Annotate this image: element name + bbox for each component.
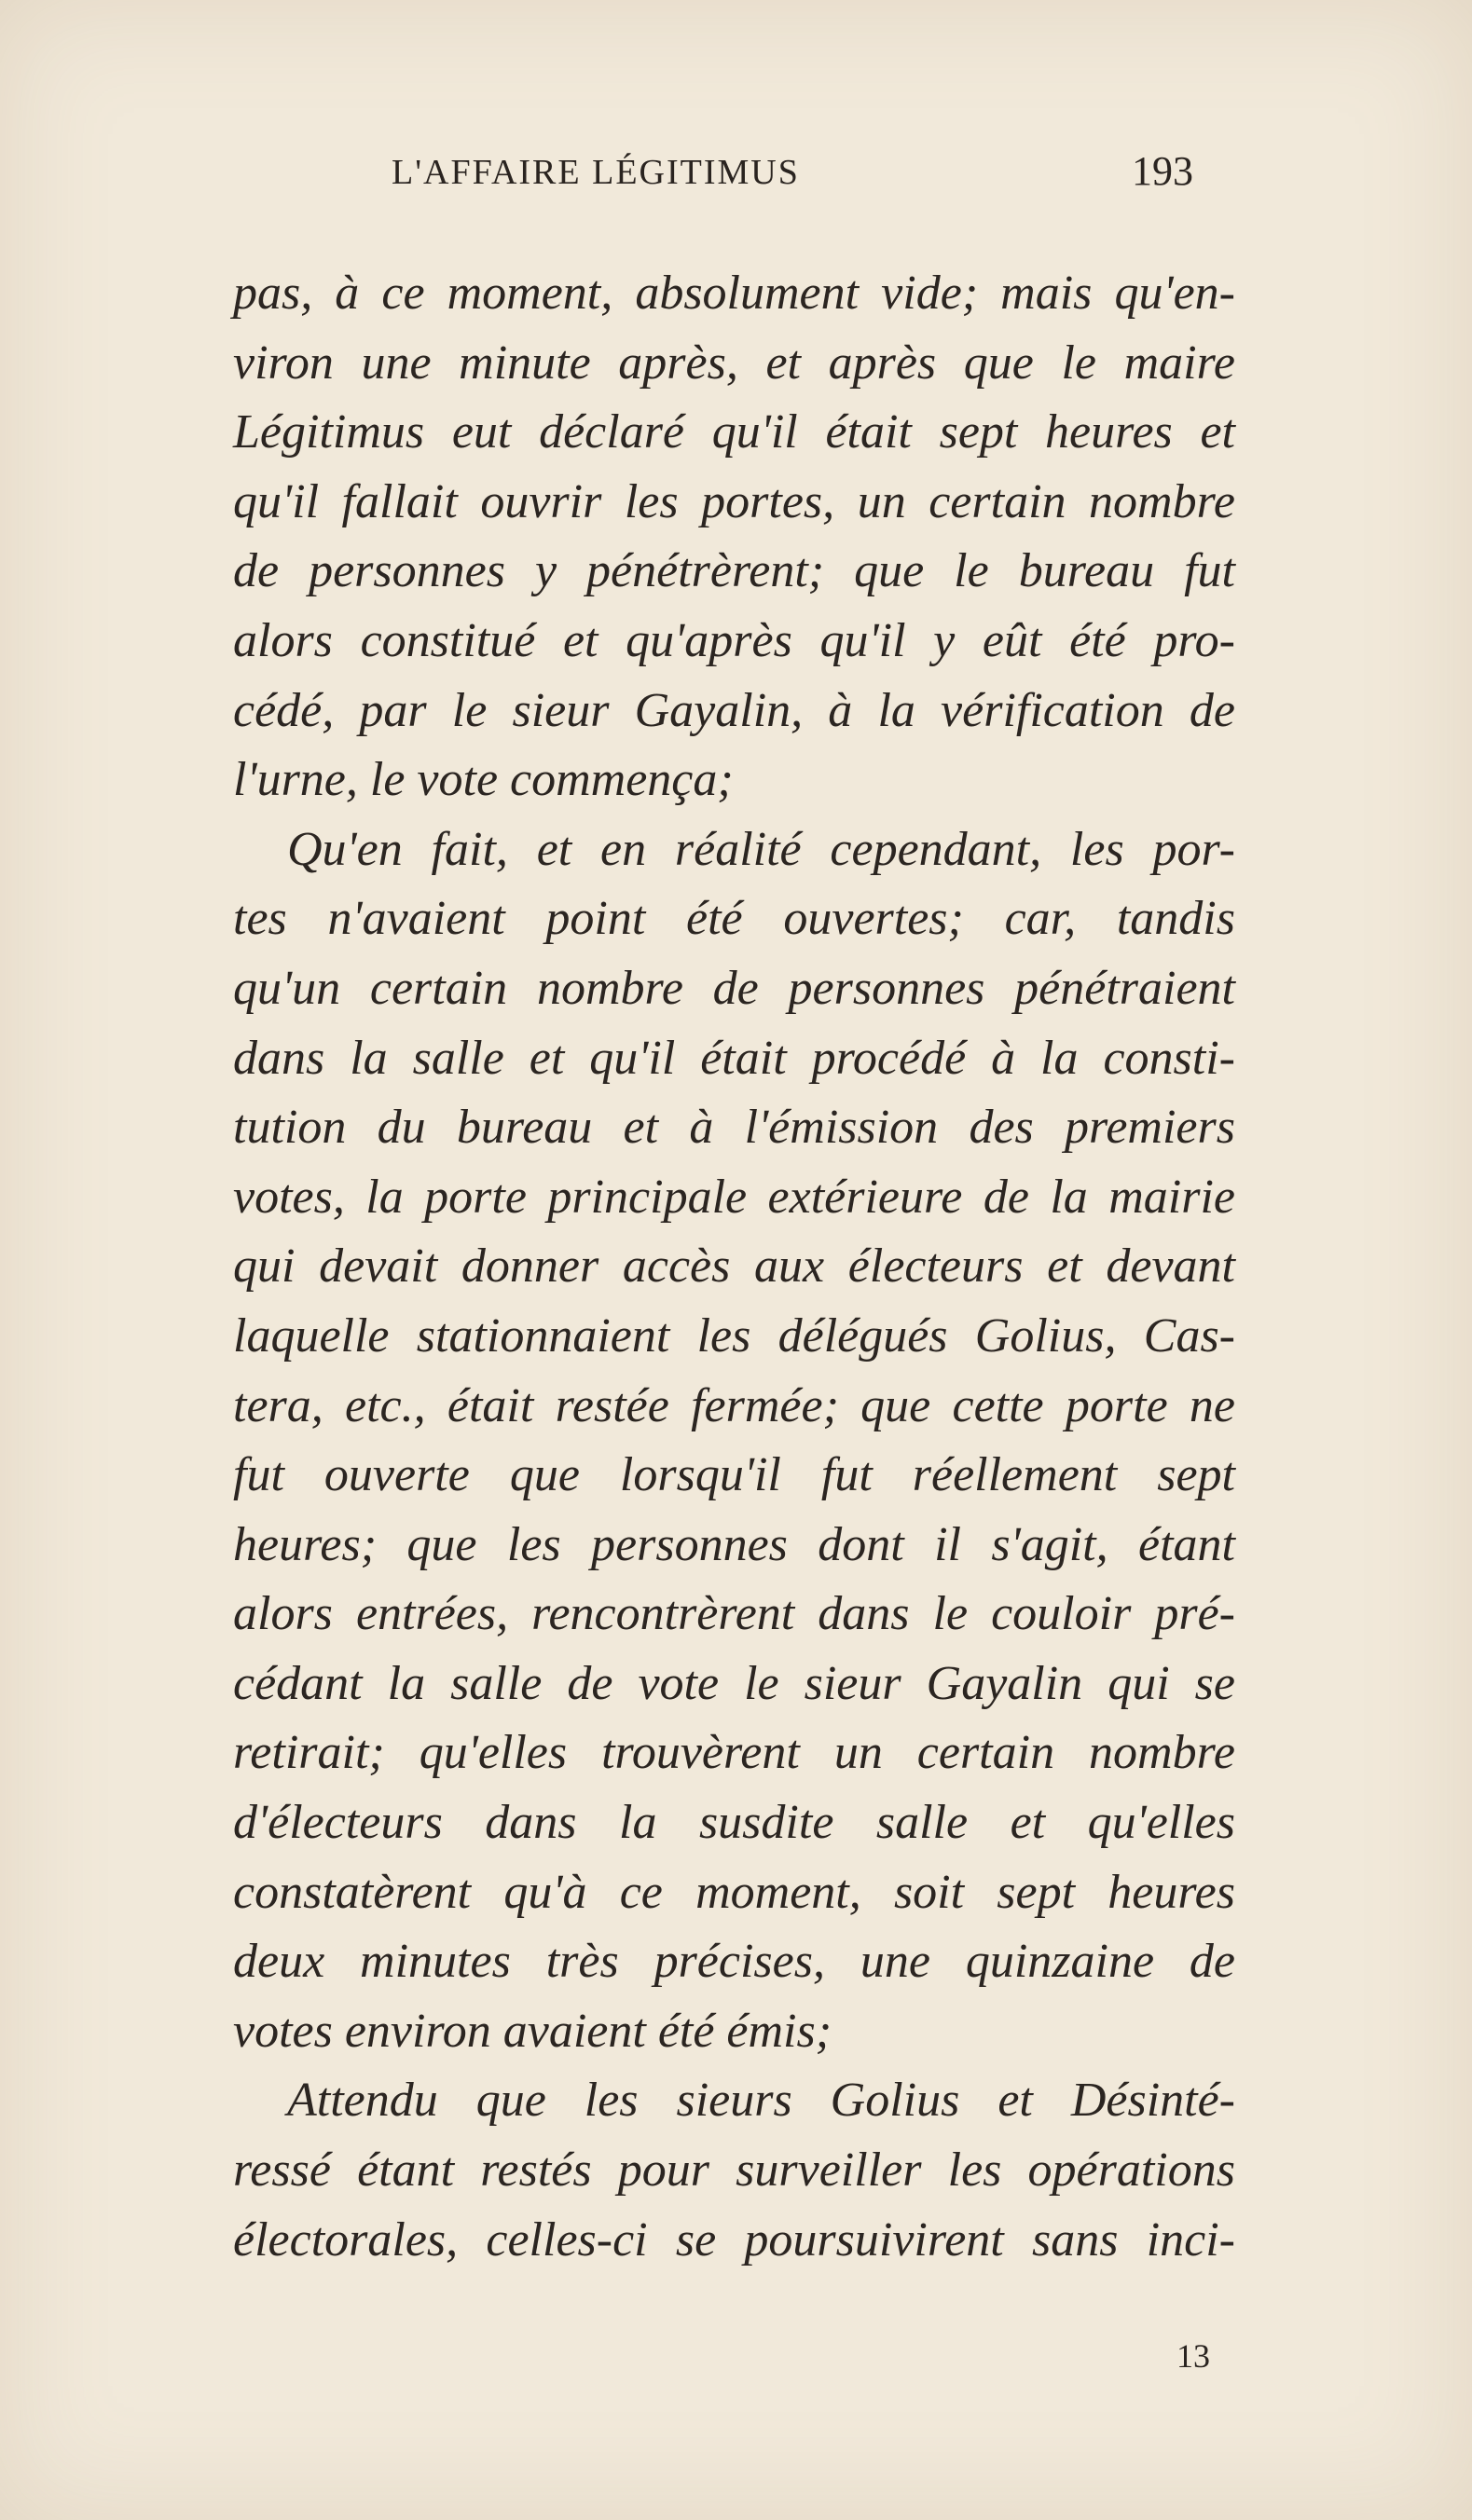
text-line: tes n'avaient point été ouvertes; car, tandis: [233, 892, 1235, 946]
text-line: de personnes y pénétrèrent; que le bureau fut: [233, 544, 1235, 598]
text-line: d'électeurs dans la susdite salle et qu'elles: [233, 1796, 1235, 1850]
text-line: fut ouverte que lorsqu'il fut réellement sept: [233, 1448, 1235, 1502]
text-line: tera, etc., était restée fermée; que cette porte ne: [233, 1378, 1235, 1432]
text-line: votes, la porte principale extérieure de la mairie: [233, 1170, 1235, 1224]
text-line: alors constitué et qu'après qu'il y eût été pro-: [233, 613, 1235, 667]
text-line: alors entrées, rencontrèrent dans le couloir pré-: [233, 1587, 1235, 1641]
text-line: heures; que les personnes dont il s'agit, étant: [233, 1517, 1235, 1571]
text-line: qui devait donner accès aux électeurs et devant: [233, 1239, 1235, 1294]
text-line: qu'il fallait ouvrir les portes, un certain nombre: [233, 474, 1235, 528]
text-line: électorales, celles-ci se poursuivirent sans inci-: [233, 2212, 1235, 2267]
text-line: votes environ avaient été émis;: [233, 2004, 832, 2058]
page-number: 193: [1132, 148, 1193, 194]
text-line: cédant la salle de vote le sieur Gayalin qui se: [233, 1656, 1235, 1710]
text-line: Attendu que les sieurs Golius et Désinté-: [287, 2074, 1235, 2128]
text-line: pas, à ce moment, absolument vide; mais qu'en-: [233, 267, 1235, 320]
text-line: viron une minute après, et après que le maire: [233, 336, 1235, 390]
text-line: laquelle stationnaient les délégués Golius, Cas-: [233, 1308, 1235, 1363]
running-title: L'AFFAIRE LÉGITIMUS: [392, 153, 800, 192]
text-line: cédé, par le sieur Gayalin, à la vérification de: [233, 683, 1235, 737]
text-line: tution du bureau et à l'émission des premiers: [233, 1101, 1235, 1155]
text-line: l'urne, le vote commença;: [233, 753, 734, 807]
text-line: retirait; qu'elles trouvèrent un certain nombre: [233, 1726, 1235, 1780]
body-text: [233, 259, 1235, 2275]
text-line: dans la salle et qu'il était procédé à la consti-: [233, 1031, 1235, 1085]
signature-mark: 13: [1176, 2337, 1210, 2375]
text-line: constatèrent qu'à ce moment, soit sept heures: [233, 1865, 1235, 1919]
text-line: deux minutes très précises, une quinzaine de: [233, 1935, 1235, 1989]
text-line: Qu'en fait, et en réalité cependant, les por-: [287, 822, 1235, 876]
text-line: qu'un certain nombre de personnes pénétraient: [233, 961, 1235, 1015]
text-line: ressé étant restés pour surveiller les opérations: [233, 2143, 1235, 2198]
text-line: Légitimus eut déclaré qu'il était sept heures et: [233, 405, 1235, 459]
